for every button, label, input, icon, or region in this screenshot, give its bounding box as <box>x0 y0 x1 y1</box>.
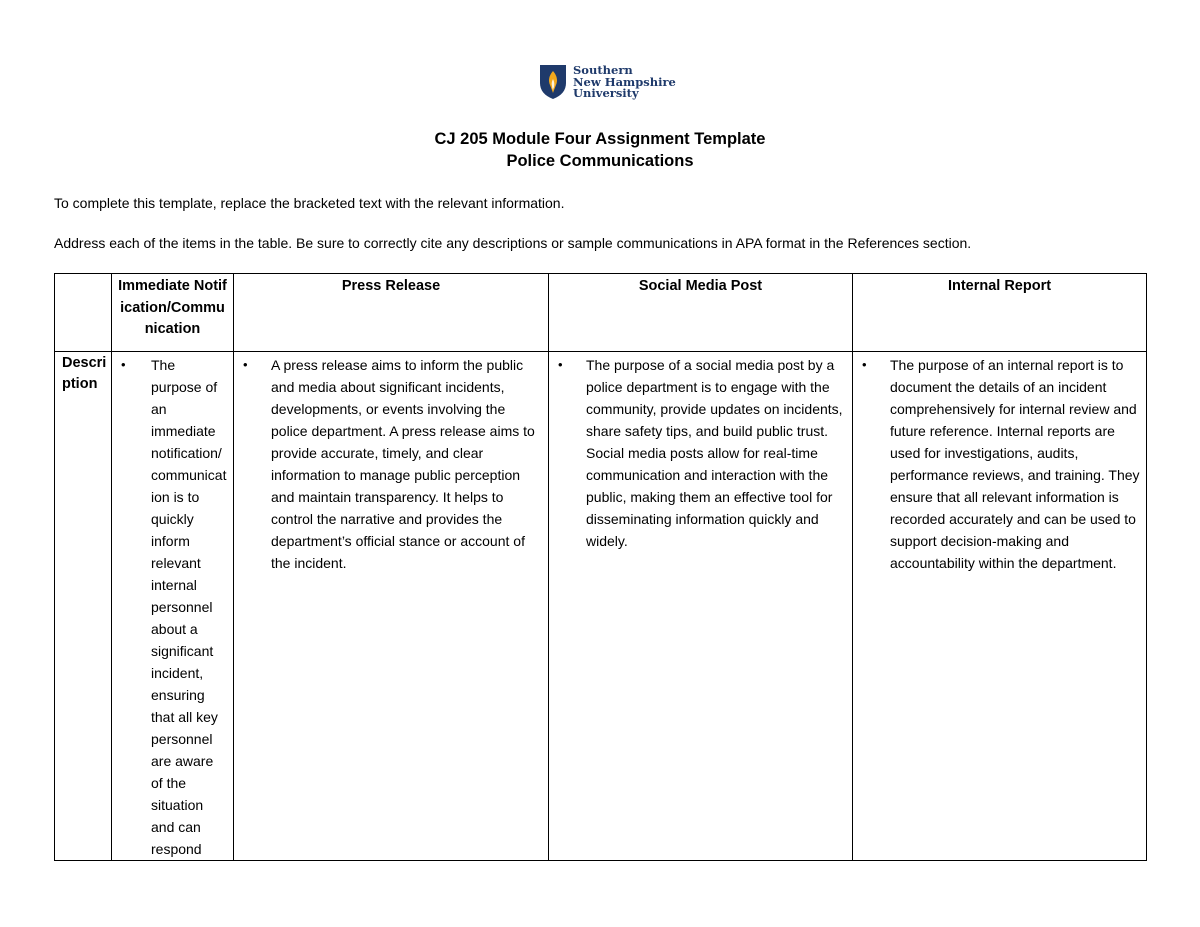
header-social-media-post: Social Media Post <box>549 274 853 352</box>
cell-text: The purpose of an internal report is to document the details of an incident comprehensively for internal review and future reference. Internal reports are used for investigations, audits, performance reviews, and training. They ensure that all relevant information is recorded accurately and can be used to support decision-making and accountability within the department. <box>890 357 1140 571</box>
bullet-icon: • <box>121 357 126 372</box>
header-cell-empty <box>55 274 112 352</box>
flame-shield-icon <box>539 64 567 100</box>
table-row <box>55 352 1147 861</box>
title-line-1: CJ 205 Module Four Assignment Template <box>434 130 766 148</box>
document-title <box>0 128 1200 172</box>
logo-line-3: University <box>573 86 639 101</box>
cell-immediate-notification <box>112 352 234 861</box>
bullet-icon: • <box>558 357 563 372</box>
cell-text: The purpose of a social media post by a police department is to engage with the community, provide updates on incidents, share safety tips, and build public trust. Social media posts allow for real-time communication and interaction with the public, making them an effective tool for disseminating information quickly and widely. <box>586 357 843 549</box>
row-label-description: Description <box>55 352 112 861</box>
logo-line-1: Southern <box>573 63 633 77</box>
table-header-row <box>55 274 1147 352</box>
university-logo <box>539 64 676 100</box>
header-internal-report: Internal Report <box>853 274 1147 352</box>
instruction-paragraph-1: To complete this template, replace the bracketed text with the relevant information. <box>54 195 565 211</box>
cell-internal-report <box>853 352 1147 861</box>
cell-social-media-post <box>549 352 853 861</box>
title-line-2: Police Communications <box>506 152 694 170</box>
bullet-icon: • <box>243 357 248 372</box>
cell-text: The purpose of an immediate notification/communication is to quickly inform relevant internal personnel about a significant incident, ensuring that all key personnel are aware of the situation and can respond <box>151 357 227 857</box>
instruction-paragraph-2: Address each of the items in the table. Be sure to correctly cite any descriptions or sample communications in APA format in the References section. <box>54 235 972 251</box>
header-immediate-notification: Immediate Notification/Communication <box>112 274 234 352</box>
communications-table <box>54 273 1147 861</box>
cell-text: A press release aims to inform the public and media about significant incidents, developments, or events involving the police department. A press release aims to provide accurate, timely, and clear information to manage public perception and maintain transparency. It helps to control the narrative and provides the department’s official stance or account of the incident. <box>271 357 535 571</box>
cell-press-release <box>234 352 549 861</box>
header-press-release: Press Release <box>234 274 549 352</box>
bullet-icon: • <box>862 357 867 372</box>
logo-line-2: New Hampshire <box>573 74 676 89</box>
logo-wordmark <box>573 65 676 100</box>
